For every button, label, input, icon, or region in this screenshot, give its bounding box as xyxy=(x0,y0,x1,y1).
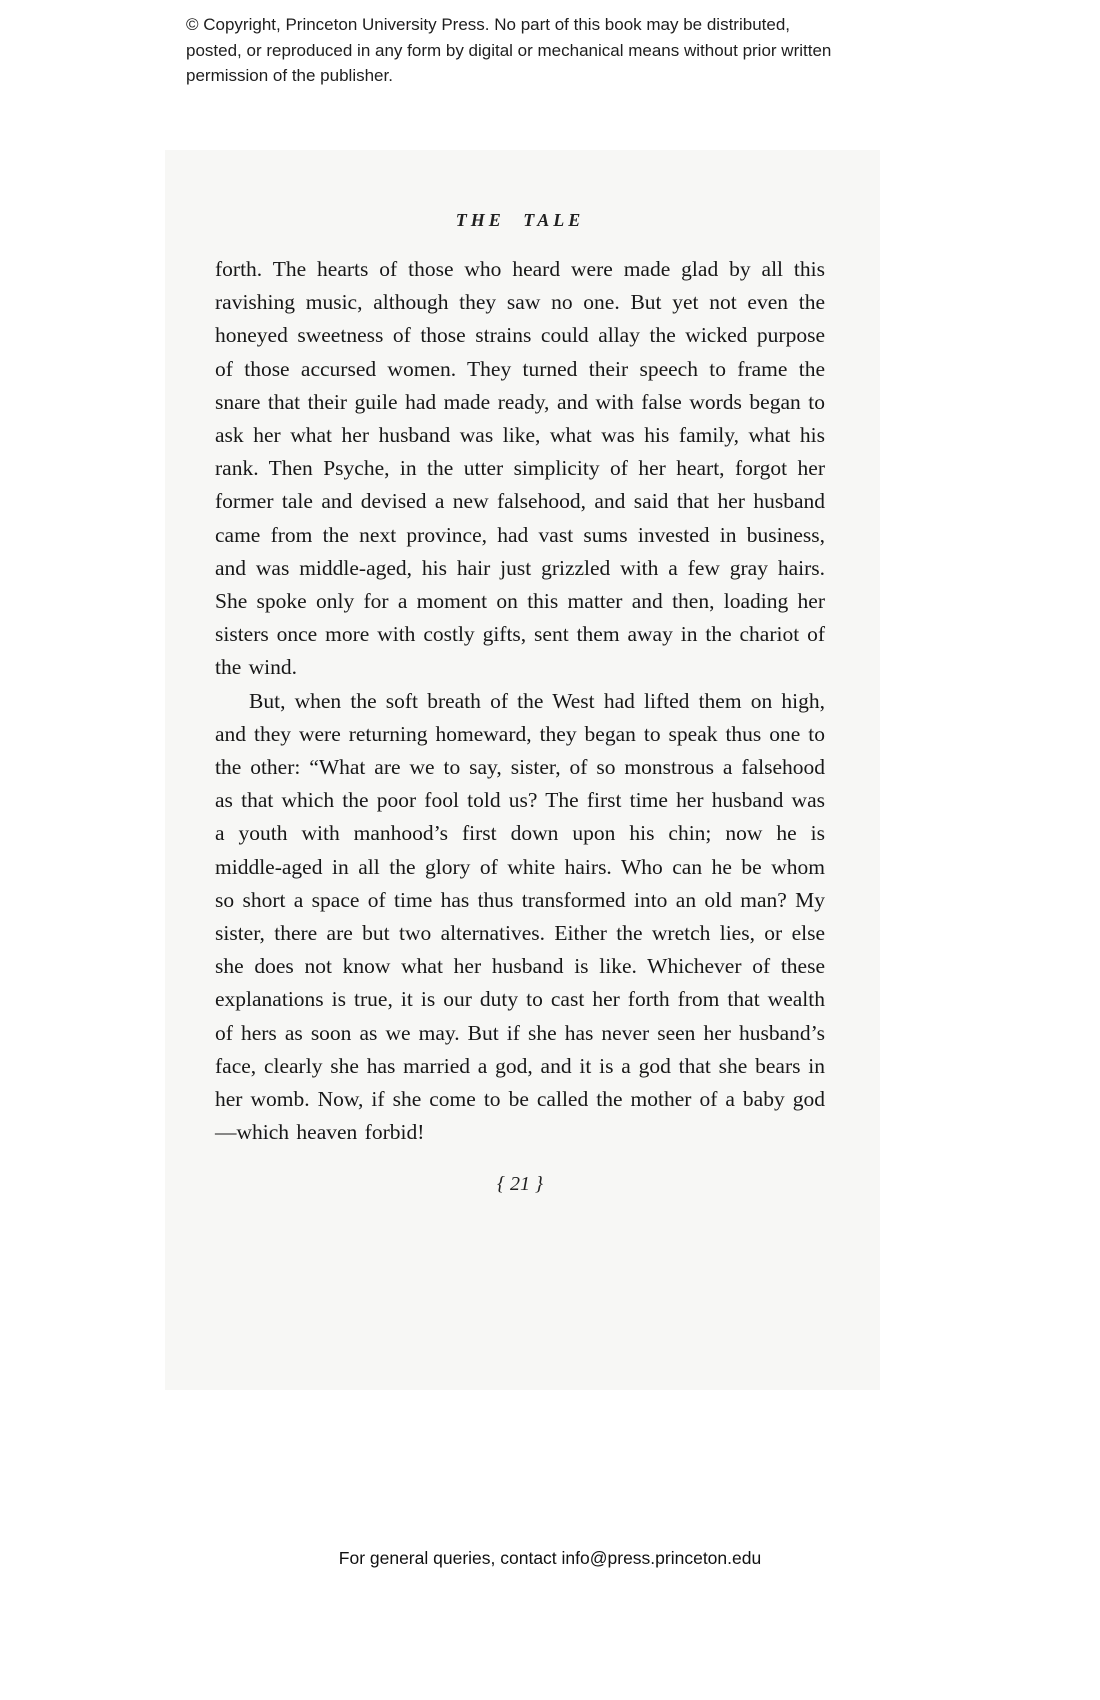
copyright-notice: © Copyright, Princeton University Press. No part of this book may be distributed, posted, or reproduced in any form by digital or mechanical means without prior written permission of the publisher. xyxy=(186,15,832,85)
body-text xyxy=(215,253,825,1149)
page-number: { 21 } xyxy=(497,1173,543,1196)
paragraph: forth. The hearts of those who heard were made glad by all this ravishing music, although they saw no one. But yet not even the honeyed sweetness of those strains could allay the wicked purpose of those accursed women. They turned their speech to frame the snare that their guile had made ready, and with false words began to ask her what her husband was like, what was his family, what his rank. Then Psyche, in the utter simplicity of her heart, forgot her former tale and devised a new falsehood, and said that her husband came from the next province, had vast sums invested in business, and was middle-aged, his hair just grizzled with a few gray hairs. She spoke only for a moment on this matter and then, loading her sisters once more with costly gifts, sent them away in the chariot of the wind. xyxy=(215,257,825,680)
paragraph: But, when the soft breath of the West had lifted them on high, and they were returning homeward, they began to speak thus one to the other: “What are we to say, sister, of so monstrous a falsehood as that which the poor fool told us? The first time her husband was a youth with manhood’s first down upon his chin; now he is middle-aged in all the glory of white hairs. Who can he be whom so short a space of time has thus transformed into an old man? My sister, there are but two alternatives. Either the wretch lies, or else she does not know what her husband is like. Whichever of these explanations is true, it is our duty to cast her forth from that wealth of hers as soon as we may. But if she has never seen her husband’s face, clearly she has married a god, and it is a god that she bears in her womb. Now, if she come to be called the mother of a baby god—which heaven forbid! xyxy=(215,688,825,1145)
book-page xyxy=(165,150,880,1390)
footer-query-line: For general queries, contact info@press.princeton.edu xyxy=(338,1548,762,1568)
running-head: THE TALE xyxy=(455,210,585,230)
